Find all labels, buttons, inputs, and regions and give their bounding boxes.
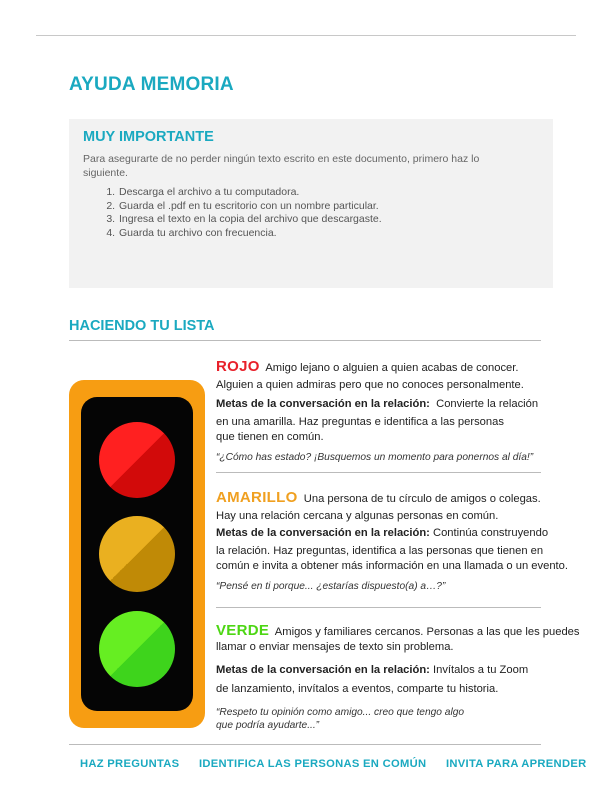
green-label: VERDE	[216, 622, 270, 639]
yellow-goals-label: Metas de la conversación en la relación:	[216, 527, 430, 539]
yellow-divider	[216, 607, 541, 608]
yellow-goals-line2: la relación. Haz preguntas, identifica a las personas que tienen en	[216, 545, 544, 557]
yellow-line1: Una persona de tu círculo de amigos o colegas.	[303, 493, 541, 505]
green-lamp-icon	[99, 611, 175, 687]
step-item: 1. Descarga el archivo a tu computadora.	[118, 186, 382, 200]
yellow-line2: Hay una relación cercana y algunas personas en común.	[216, 510, 499, 522]
red-label: ROJO	[216, 358, 260, 375]
red-goals-line	[216, 398, 538, 410]
green-heading-line	[216, 622, 580, 639]
traffic-light-housing	[81, 397, 193, 711]
important-box	[69, 119, 553, 288]
section-divider	[69, 340, 541, 341]
important-title: MUY IMPORTANTE	[83, 129, 214, 145]
yellow-goals-line1: Continúa construyendo	[433, 527, 549, 539]
red-divider	[216, 472, 541, 473]
traffic-light-icon	[69, 380, 205, 728]
red-heading-line	[216, 358, 518, 375]
bottom-divider	[69, 744, 541, 745]
red-line2: Alguien a quien admiras pero que no conoces personalmente.	[216, 379, 524, 391]
red-line1: Amigo lejano o alguien a quien acabas de conocer.	[265, 362, 519, 374]
green-line1: Amigos y familiares cercanos. Personas a las que les puedes	[274, 626, 580, 638]
red-lamp-icon	[99, 422, 175, 498]
footer-item-identify: IDENTIFICA LAS PERSONAS EN COMÚN	[199, 758, 427, 770]
top-divider	[36, 35, 576, 36]
green-quote-line1: “Respeto tu opinión como amigo... creo que tengo algo	[216, 707, 465, 718]
step-item: 2. Guarda el .pdf en tu escritorio con un nombre particular.	[118, 200, 382, 214]
section-title: HACIENDO TU LISTA	[69, 318, 215, 334]
red-goals-line1: Convierte la relación	[436, 398, 539, 410]
red-goals-line3: que tienen en común.	[216, 431, 324, 443]
yellow-goals-line3: común e invita a obtener más información en una llamada o un evento.	[216, 560, 568, 572]
yellow-lamp-icon	[99, 516, 175, 592]
red-goals-line2: en una amarilla. Haz preguntas e identifica a las personas	[216, 416, 504, 428]
important-intro: Para asegurarte de no perder ningún texto escrito en este documento, primero haz lo siguiente.	[83, 153, 480, 179]
green-goals-line1: Invítalos a tu Zoom	[433, 664, 529, 676]
yellow-label: AMARILLO	[216, 489, 298, 506]
step-item: 4. Guarda tu archivo con frecuencia.	[118, 227, 382, 241]
footer-item-ask: HAZ PREGUNTAS	[80, 758, 180, 770]
step-item: 3. Ingresa el texto en la copia del archivo que descargaste.	[118, 213, 382, 227]
green-goals-label: Metas de la conversación en la relación:	[216, 664, 430, 676]
yellow-quote: “Pensé en ti porque... ¿estarías dispuesto(a) a…?”	[216, 581, 446, 592]
important-steps	[69, 186, 382, 240]
footer-item-invite: INVITA PARA APRENDER	[446, 758, 587, 770]
yellow-goals-line	[216, 527, 548, 539]
green-goals-line	[216, 664, 528, 676]
yellow-heading-line	[216, 489, 541, 506]
red-goals-label: Metas de la conversación en la relación:	[216, 398, 430, 410]
page-title: AYUDA MEMORIA	[69, 74, 234, 95]
green-goals-line2: de lanzamiento, invítalos a eventos, comparte tu historia.	[216, 683, 499, 695]
red-quote: “¿Cómo has estado? ¡Busquemos un momento para ponernos al día!”	[216, 452, 534, 463]
green-quote-line2: que podría ayudarte...”	[216, 720, 320, 731]
green-line2: llamar o enviar mensajes de texto sin problema.	[216, 641, 454, 653]
